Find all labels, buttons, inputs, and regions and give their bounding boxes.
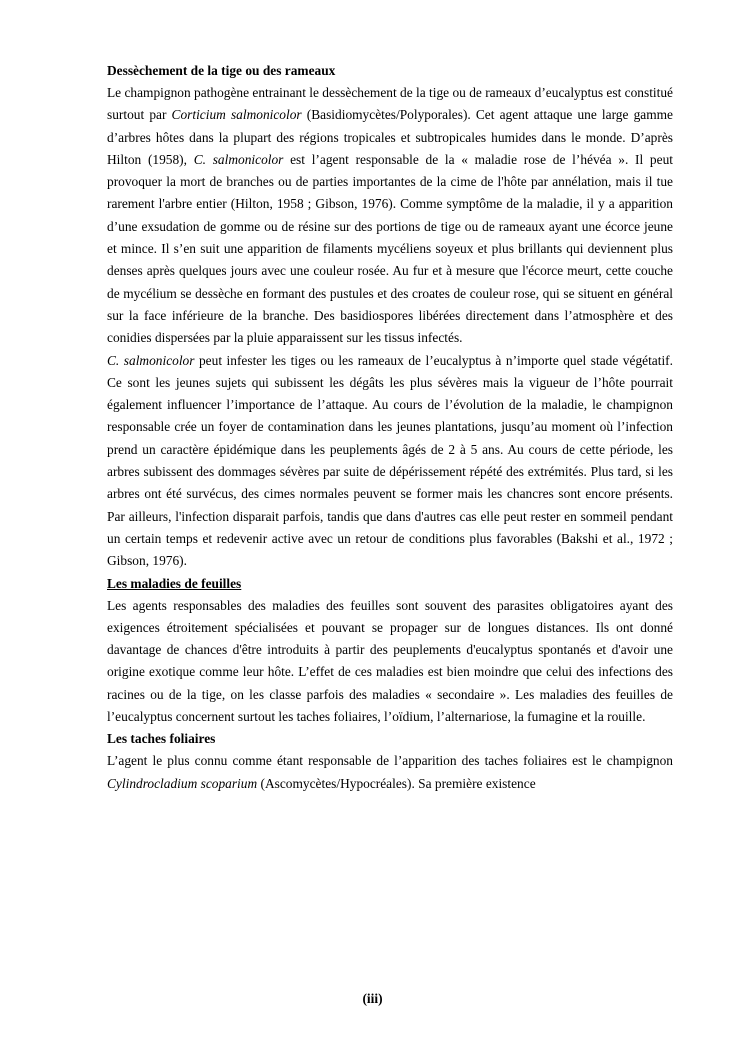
document-page bbox=[107, 60, 673, 795]
species-name: C. salmonicolor bbox=[107, 352, 195, 368]
page-number: (iii) bbox=[362, 991, 383, 1006]
paragraph bbox=[107, 595, 673, 729]
text-run: est l’agent responsable de la « maladie rose de l’hévéa ». Il peut provoquer la mort de branches ou de parties importantes de la cime de l'hôte par annélation, mais il tue rarement l'arbre entier (Hilton, 1958 ; Gibson, 1976). Comme symptôme de la maladie, il y a apparition d’une exsudation de gomme ou de résine sur des portions de tige ou de rameaux ayant une écorce jeune et mince. Il s’en suit une apparition de filaments mycéliens soyeux et plus brillants qui deviennent plus denses après quelques jours avec une couleur rosée. Au fur et à mesure que l'écorce meurt, cette couche de mycélium se dessèche en formant des pustules et des croates de couleur rose, qui se situent en général sur la face inférieure de la branche. Des basidiospores libérées directement dans l’atmosphère et des conidies dispersées par la pluie apparaissent sur les tissus infectés. bbox=[107, 151, 673, 346]
species-name: C. salmonicolor bbox=[193, 151, 284, 167]
text-run: Les agents responsables des maladies des feuilles sont souvent des parasites obligatoires ayant des exigences étroitement spécialisées et pouvant se propager sur de longues distances. Ils ont donné davantage de chances d'être introduits à partir des peuplements d'eucalyptus spontanés et d'avoir une origine exotique comme leur hôte. L’effet de ces maladies est bien moindre que celui des infections des racines ou de la tige, on les classe parfois des maladies « secondaire ». Les maladies des feuilles de l’eucalyptus concernent surtout les taches foliaires, l’oïdium, l’alternariose, la fumagine et la rouille. bbox=[107, 597, 673, 725]
paragraph bbox=[107, 350, 673, 573]
section-heading-taches-foliaires: Les taches foliaires bbox=[107, 731, 216, 747]
text-run: (Ascomycètes/Hypocréales). Sa première existence bbox=[257, 775, 536, 791]
text-run: L’agent le plus connu comme étant responsable de l’apparition des taches foliaires est le champignon bbox=[107, 753, 673, 769]
section-heading-maladies-feuilles: Les maladies de feuilles bbox=[107, 575, 242, 591]
section-heading-dessechement: Dessèchement de la tige ou des rameaux bbox=[107, 63, 336, 78]
text-run: peut infester les tiges ou les rameaux de l’eucalyptus à n’importe quel stade végétatif. Ce sont les jeunes sujets qui subissent les dégâts les plus sévères mais la vigueur de l’hôte pourrait également influencer l’importance de l’attaque. Au cours de l’évolution de la maladie, le champignon responsable crée un foyer de contamination dans les jeunes plantations, jusqu’au moment où l’infection prend un caractère épidémique dans les peuplements âgés de 2 à 5 ans. Au cours de cette période, les arbres subissent des dommages sévères par suite de dépérissement répété des extrémités. Plus tard, si les arbres ont été survécus, des cimes normales peuvent se former mais les chancres sont encore présents. Par ailleurs, l'infection disparait parfois, tandis que dans d'autres cas elle peut rester en sommeil pendant un certain temps et redevenir active avec un retour de conditions plus favorables (Bakshi et al., 1972 ; Gibson, 1976). bbox=[107, 352, 673, 569]
paragraph bbox=[107, 82, 673, 350]
species-name: Corticium salmonicolor bbox=[171, 107, 302, 123]
species-name: Cylindrocladium scoparium bbox=[107, 775, 258, 791]
paragraph bbox=[107, 750, 673, 795]
text-run: (Basidiomycètes/Polyporales). Cet agent attaque une large gamme d’arbres hôtes dans la plupart des régions tropicales et subtropicales humides dans le monde. D’après Hilton (1958), bbox=[107, 107, 673, 167]
text-run: Le champignon pathogène entrainant le dessèchement de la tige ou de rameaux d’eucalyptus est constitué surtout par bbox=[107, 85, 673, 123]
